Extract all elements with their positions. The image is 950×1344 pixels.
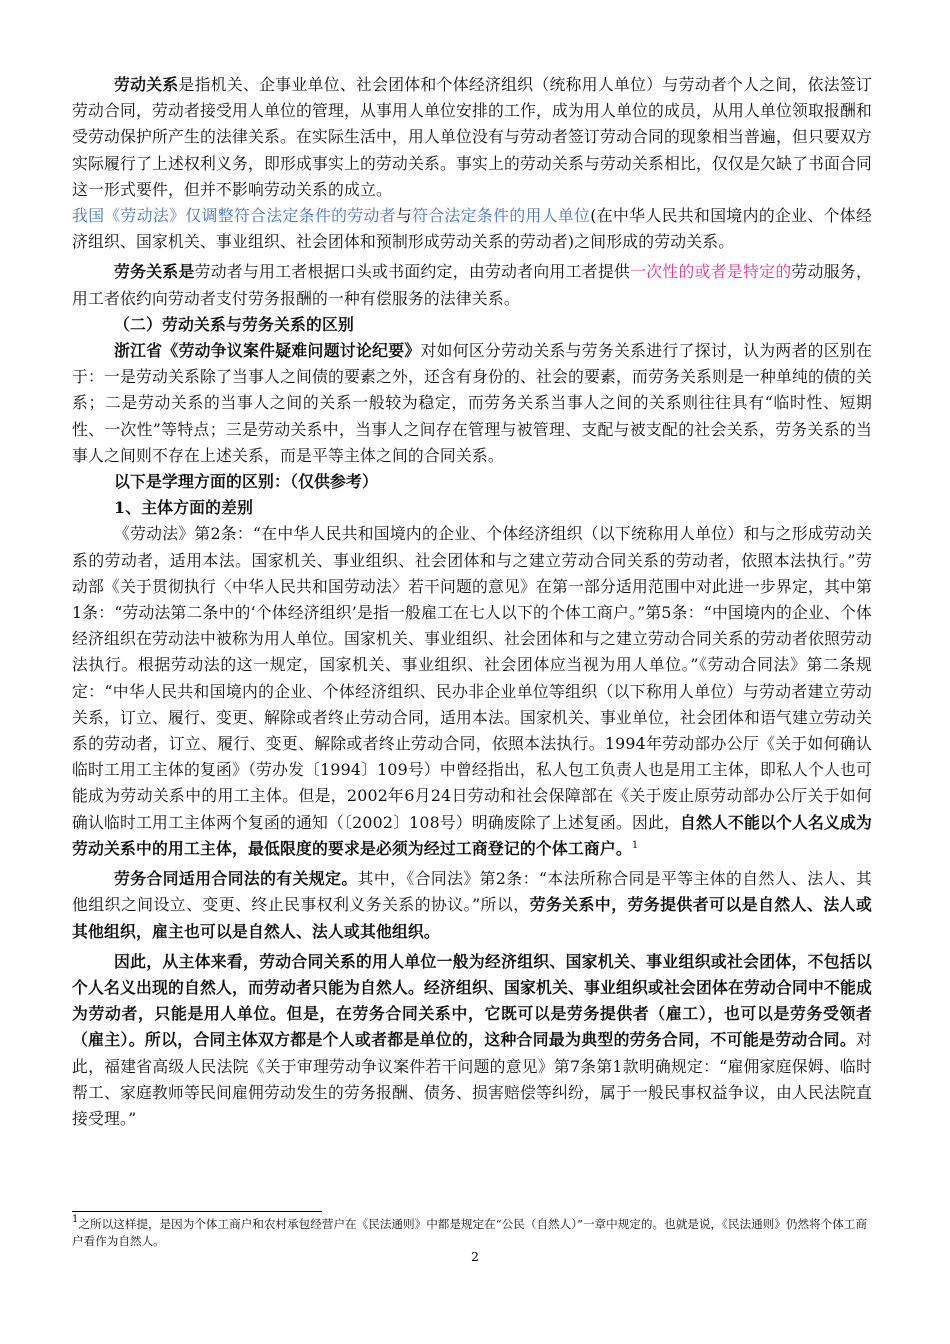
footnote-reference[interactable]: 1 [631,839,639,851]
footnote-text: 之所以这样提，是因为个体工商户和农村承包经营户在《民法通则》中都是规定在“公民（自然人）”一章中规定的。也就是说，《民法通则》仍然将个体工商户看作为自然人。 [72,1217,868,1248]
paragraph-service-contract-law [72,866,872,945]
term-service-relation: 劳务关系是 [114,262,195,282]
text-segment: (在中华人民共和国境内的企业、个体经济组织、国家机关、事业组织、社会团体和预制形成劳动关系的劳动者)之间形成的劳动关系。 [72,206,872,252]
paragraph-text: 《劳动法》第2条：“在中华人民共和国境内的企业、个体经济组织（以下统称用人单位）和与之形成劳动关系的劳动者，适用本法。国家机关、事业组织、社会团体和与之建立劳动合同关系的劳动者，依照本法执行。”劳动部《关于贯彻执行〈中华人民共和国劳动法〉若干问题的意见》在第一部分适用范围中对此进一步界定，其中第1条：“劳动法第二条中的‘个体经济组织’是指一般雇工在七人以下的个体工商户。”第5条：“中国境内的企业、个体经济组织在劳动法中被称为用人单位。国家机关、事业组织、社会团体和与之建立劳动合同关系的劳动者依照劳动法执行。根据劳动法的这一规定，国家机关、事业组织、社会团体应当视为用人单位。”《劳动合同法》第二条规定：“中华人民共和国境内的企业、个体经济组织、民办非企业单位等组织（以下称用人单位）与劳动者建立劳动关系，订立、履行、变更、解除或者终止劳动合同，适用本法。国家机关、事业单位，社会团体和语气建立劳动关系的劳动者，订立、履行、变更、解除或者终止劳动合同，依照本法执行。1994年劳动部办公厅《关于如何确认临时工用工主体的复函》（劳办发〔1994〕109号）中曾经指出，私人包工负责人也是用工主体，即私人个人也可能成为劳动关系中的用工主体。但是，2002年6月24日劳动和社会保障部在《关于废止原劳动部办公厅关于如何确认临时工用工主体两个复函的通知（〔2002〕108号）明确废除了上述复函。因此， [72,524,872,832]
term-zhejiang-minutes: 浙江省《劳动争议案件疑难问题讨论纪要》 [114,341,421,361]
text-segment: 与 [395,206,413,226]
bold-statement: 劳务合同适用合同法的有关规定。 [114,869,358,889]
text-segment: 我国《劳动法》仅调整 [72,206,234,226]
link-qualified-employer: 符合法定条件的用人单位 [412,206,591,226]
section-heading-subject-difference: 1、主体方面的差别 [114,498,254,518]
paragraph-text: 劳动者与用工者根据口头或书面约定，由劳动者向用工者提供 [194,262,631,282]
paragraph-text: 对如何区分劳动关系与劳务关系进行了探讨，认为两者的区别在于：一是劳动关系除了当事人之间债的要素之外，还含有身份的、社会的要素，而劳务关系则是一种单纯的债的关系；二是劳动关系的当事人之间的关系一般较为稳定，而劳务关系当事人之间的关系则往往具有“临时性、短期性、一次性”等特点；三是劳动关系中，当事人之间存在管理与被管理、支配与被支配的社会关系，劳务关系的当事人之间则不存在上述关系，而是平等主体之间的合同关系。 [72,341,872,465]
paragraph-text: 劳动服务，用工者依约向劳动者支付劳务报酬的一种有偿服务的法律关系。 [72,262,872,308]
paragraph-subject-conclusion [72,949,872,1132]
link-qualified-worker: 符合法定条件的劳动者 [233,206,396,226]
section-heading-academic: 以下是学理方面的区别：（仅供参考） [114,472,379,492]
paragraph-labor-law-scope [72,203,872,255]
bold-conclusion: 自然人不能以个人名义成为劳动关系中的用工主体，最低限度的要求是必须为经过工商登记的个体工商户。 [72,812,872,858]
footnote [72,1216,872,1250]
paragraph-text: 对此，福建省高级人民法院《关于审理劳动争议案件若干问题的意见》第7条第1款明确规定：“雇佣家庭保姆、临时帮工、家庭教师等民间雇佣劳动发生的劳务报酬、债务、损害赔偿等纠纷，属于一般民事权益争议，由人民法院直接受理。” [72,1030,872,1128]
paragraph-text: 是指机关、企事业单位、社会团体和个体经济组织（统称用人单位）与劳动者个人之间，依法签订劳动合同，劳动者接受用人单位的管理，从事用人单位安排的工作，成为用人单位的成员，从用人单位领取报酬和受劳动保护所产生的法律关系。在实际生活中，用人单位没有与劳动者签订劳动合同的现象相当普遍，但只要双方实际履行了上述权利义务，即形成事实上的劳动关系。事实上的劳动关系与劳动关系相比，仅仅是欠缺了书面合同这一形式要件，但并不影响劳动关系的成立。 [72,75,872,199]
footnote-number: 1 [72,1214,79,1225]
paragraph-service-relation-definition [72,259,872,311]
page-number: 2 [471,1249,479,1264]
paragraph-text: 其中，《合同法》第2条：“本法所称合同是平等主体的自然人、法人、其他组织之间设立、变更、终止民事权利义务关系的协议。”所以， [72,869,872,915]
paragraph-zhejiang-minutes [72,338,872,469]
paragraph-labor-relation-definition [72,72,872,203]
bold-statement: 因此，从主体来看，劳动合同关系的用人单位一般为经济组织、国家机关、事业组织或社会团体，不包括以个人名义出现的自然人，而劳动者只能为自然人。经济组织、国家机关、事业组织或社会团体在劳动合同中不能成为劳动者，只能是用人单位。但是，在劳务合同关系中，它既可以是劳务提供者（雇工），也可以是劳务受领者（雇主）。所以，合同主体双方都是个人或者都是单位的，这种合同最为典型的劳务合同，不可能是劳动合同。 [72,951,872,1050]
bold-statement: 劳务关系中，劳务提供者可以是自然人、法人或其他组织，雇主也可以是自然人、法人或其他组织。 [72,895,872,941]
paragraph-subject-provisions [72,521,872,862]
term-labor-relation: 劳动关系 [114,75,179,94]
section-heading-differences: （二）劳动关系与劳务关系的区别 [114,314,354,334]
footnote-divider [72,1211,322,1212]
highlight-one-time-specific: 一次性的或者是特定的 [630,262,792,282]
